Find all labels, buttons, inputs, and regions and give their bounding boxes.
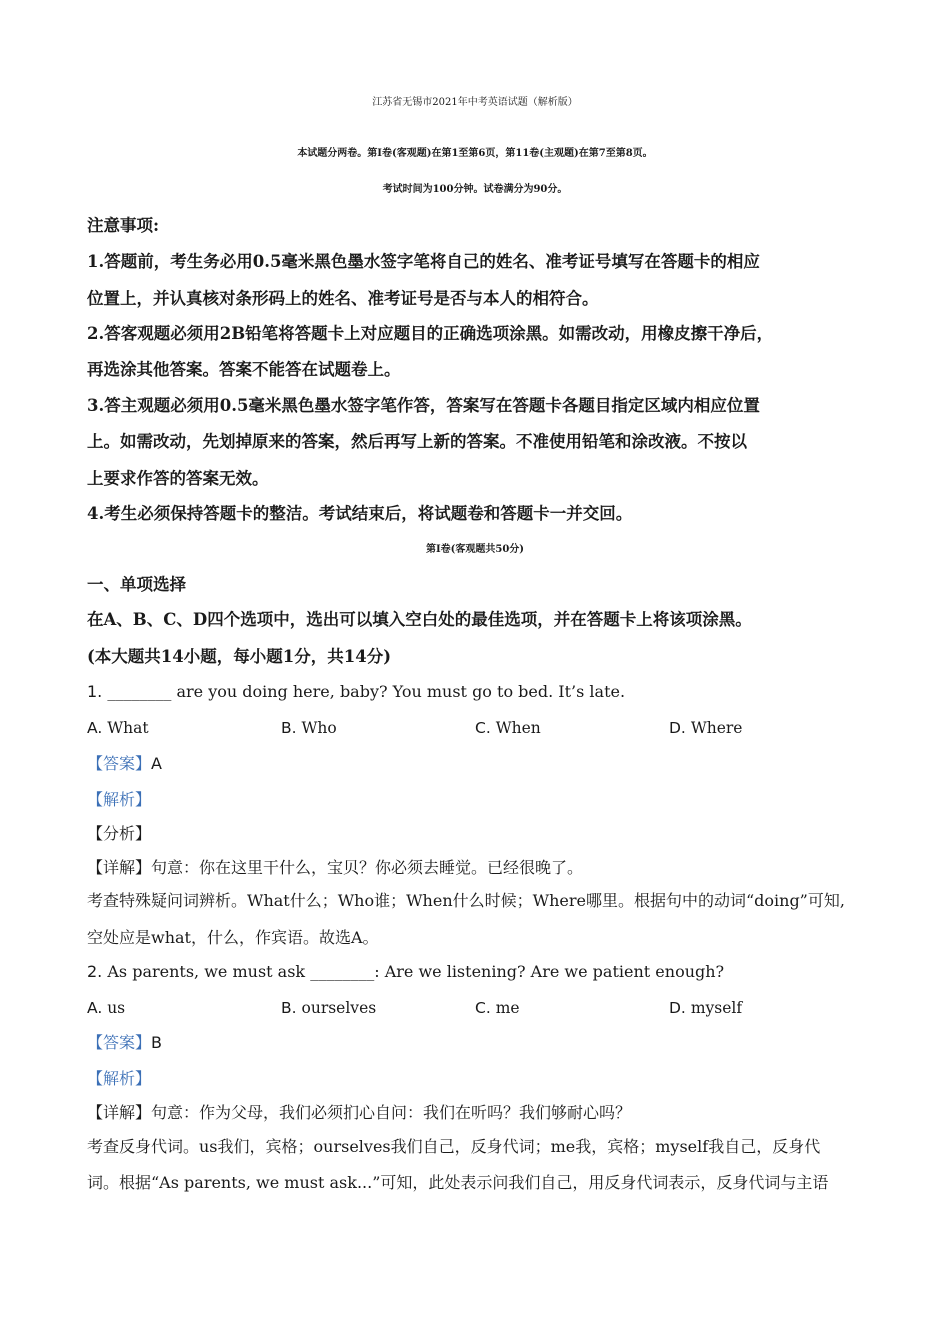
detail-text: 句意：作为父母，我们必须扪心自问：我们在听吗？我们够耐心吗？ <box>151 1103 632 1122</box>
option-text: me <box>495 999 520 1017</box>
page-title: 江苏省无锡市2021年中考英语试题（解析版） <box>372 97 578 108</box>
notice-line: 上要求作答的答案无效。 <box>87 469 269 488</box>
notice-line: 4.考生必须保持答题卡的整洁。考试结束后，将试题卷和答题卡一并交回。 <box>87 504 633 523</box>
answer-value: B <box>151 1033 162 1052</box>
notice-line: 再选涂其他答案。答案不能答在试题卷上。 <box>87 360 401 379</box>
section-instruction: 在A、B、C、D四个选项中，选出可以填入空白处的最佳选项，并在答题卡上将该项涂黑。 <box>87 610 752 629</box>
answer-label: 【答案】 <box>87 1033 152 1052</box>
answer-value: A <box>151 754 162 773</box>
header-line-2: 考试时间为100分钟。试卷满分为90分。 <box>382 184 568 195</box>
q1-option-c <box>475 717 541 739</box>
q2-explain-line: 词。根据“As parents, we must ask...”可知，此处表示问我们自己，用反身代词表示，反身代词与主语 <box>87 1173 829 1192</box>
option-letter: A. <box>87 999 103 1017</box>
notice-line: 1.答题前，考生务必用0.5毫米黑色墨水签字笔将自己的姓名、准考证号填写在答题卡的相应 <box>87 252 760 271</box>
q2-option-d <box>669 997 742 1019</box>
question-1 <box>87 681 625 703</box>
q1-analysis-label: 【解析】 <box>87 790 152 809</box>
question-stem: As parents, we must ask ________: Are we listening? Are we patient enough? <box>107 962 725 981</box>
section-title: 一、单项选择 <box>87 575 186 594</box>
question-number: 2. <box>87 962 103 981</box>
volume-title: 第I卷(客观题共50分) <box>425 544 525 555</box>
option-text: myself <box>690 999 743 1017</box>
option-text: ourselves <box>301 999 377 1017</box>
detail-label: 【详解】 <box>87 858 152 877</box>
q2-answer <box>87 1032 162 1054</box>
q1-fenxi-label: 【分析】 <box>87 824 152 843</box>
option-letter: C. <box>475 999 491 1017</box>
question-number: 1. <box>87 682 103 701</box>
q1-option-b <box>281 717 337 739</box>
notice-heading: 注意事项: <box>87 216 160 235</box>
option-letter: D. <box>669 719 686 737</box>
q2-option-a <box>87 997 125 1019</box>
notice-line: 位置上，并认真核对条形码上的姓名、准考证号是否与本人的相符合。 <box>87 289 599 308</box>
q2-option-c <box>475 997 520 1019</box>
option-letter: D. <box>669 999 686 1017</box>
notice-line: 上。如需改动，先划掉原来的答案，然后再写上新的答案。不准使用铅笔和涂改液。不按以 <box>87 432 747 451</box>
q2-explain-line: 考查反身代词。us我们，宾格；ourselves我们自己，反身代词；me我，宾格；myself我自己，反身代 <box>87 1137 821 1156</box>
detail-label: 【详解】 <box>87 1103 152 1122</box>
option-letter: C. <box>475 719 491 737</box>
q1-option-d <box>669 717 742 739</box>
option-text: us <box>107 999 126 1017</box>
answer-label: 【答案】 <box>87 754 152 773</box>
section-note: (本大题共14小题，每小题1分，共14分) <box>87 647 392 666</box>
q1-explain-line: 考查特殊疑问词辨析。What什么；Who谁；When什么时候；Where哪里。根据句中的动词“doing”可知, <box>87 891 845 910</box>
option-text: Where <box>690 719 743 737</box>
question-2 <box>87 961 724 983</box>
option-letter: B. <box>281 999 297 1017</box>
option-letter: A. <box>87 719 103 737</box>
q2-analysis-label: 【解析】 <box>87 1069 152 1088</box>
option-text: When <box>495 719 541 737</box>
notice-line: 3.答主观题必须用0.5毫米黑色墨水签字笔作答，答案写在答题卡各题目指定区域内相应位置 <box>87 396 760 415</box>
q2-detail <box>87 1102 631 1124</box>
q1-option-a <box>87 717 149 739</box>
option-letter: B. <box>281 719 297 737</box>
header-line-1: 本试题分两卷。第I卷(客观题)在第1至第6页，第11卷(主观题)在第7至第8页。 <box>297 148 653 159</box>
question-stem: ________ are you doing here, baby? You must go to bed. It’s late. <box>107 682 626 701</box>
q1-detail <box>87 857 583 879</box>
q2-option-b <box>281 997 376 1019</box>
notice-line: 2.答客观题必须用2B铅笔将答题卡上对应题目的正确选项涂黑。如需改动，用橡皮擦干净后， <box>87 324 774 343</box>
option-text: Who <box>301 719 337 737</box>
option-text: What <box>107 719 149 737</box>
q1-answer <box>87 753 162 775</box>
detail-text: 句意：你在这里干什么，宝贝？你必须去睡觉。已经很晚了。 <box>151 858 584 877</box>
q1-explain-line: 空处应是what，什么，作宾语。故选A。 <box>87 928 379 947</box>
